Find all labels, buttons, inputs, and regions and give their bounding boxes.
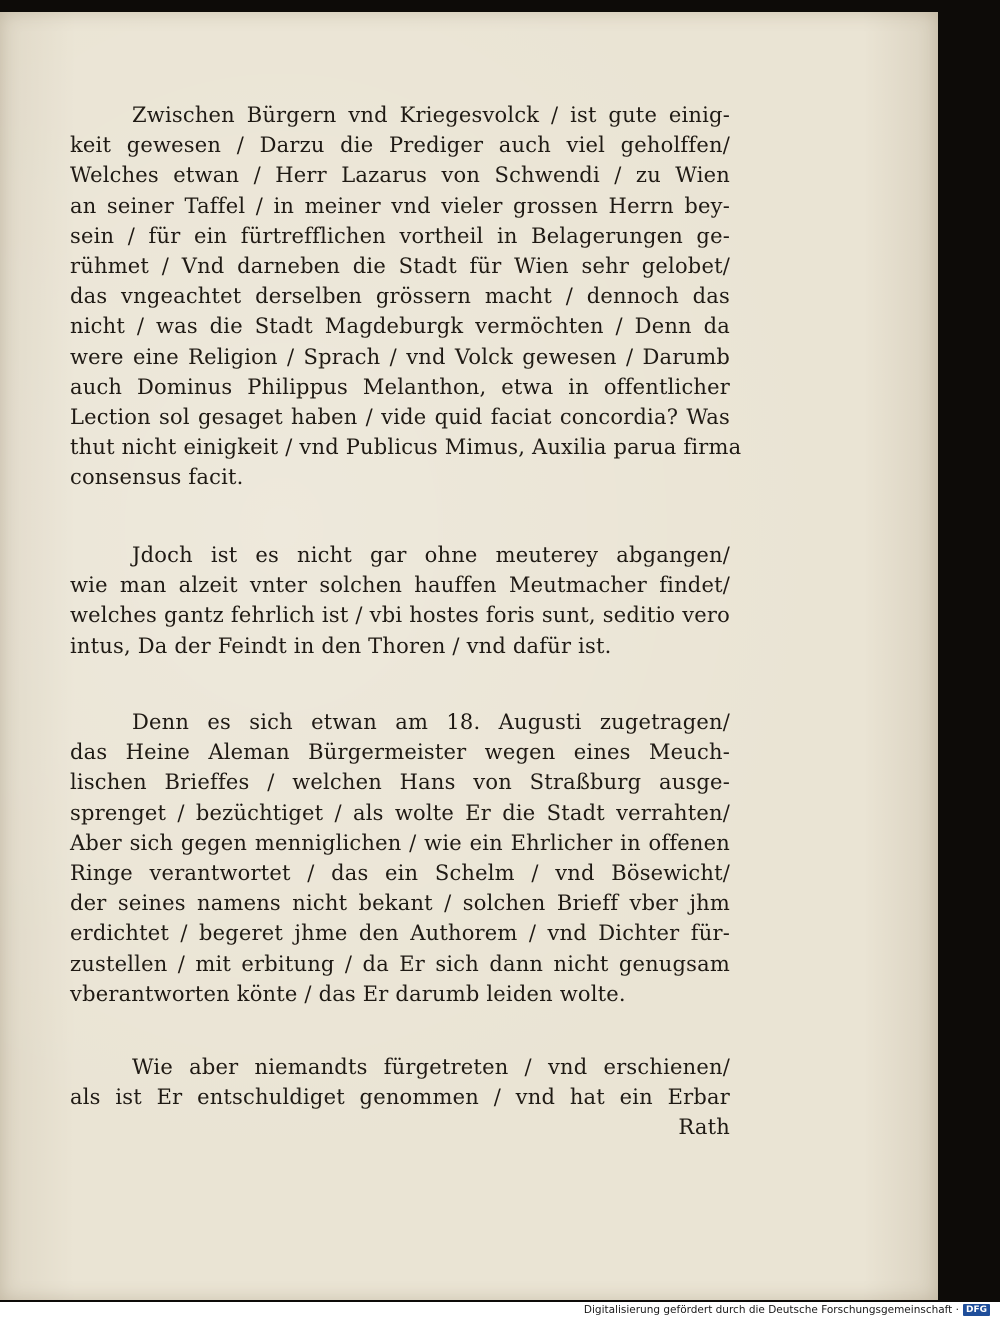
text-line: Wie aber niemandts fürgetreten / vnd erschienen/ — [132, 1055, 730, 1079]
text-line: welches gantz fehrlich ist / vbi hostes foris sunt, seditio vero — [70, 603, 730, 628]
text-line: das Heine Aleman Bürgermeister wegen eines Meuch- — [70, 740, 730, 765]
paragraph-1 — [70, 100, 742, 493]
text-line: keit gewesen / Darzu die Prediger auch viel geholffen/ — [70, 133, 730, 158]
text-line: vberantworten könte / das Er darumb leiden wolte. — [70, 981, 626, 1006]
catchword: Rath — [678, 1115, 730, 1140]
text-line: Lection sol gesaget haben / vide quid faciat concordia? Was — [70, 405, 730, 430]
digitization-credit — [584, 1303, 990, 1317]
text-line: nicht / was die Stadt Magdeburgk vermöchten / Denn da — [70, 314, 730, 339]
text-line: Aber sich gegen menniglichen / wie ein Ehrlicher in offenen — [70, 830, 730, 855]
text-line: zustellen / mit erbitung / da Er sich dann nicht genugsam — [70, 951, 730, 976]
paragraph-4 — [70, 1052, 730, 1143]
text-line: were eine Religion / Sprach / vnd Volck gewesen / Darumb — [70, 344, 730, 369]
text-line: an seiner Taffel / in meiner vnd vieler grossen Herrn bey- — [70, 193, 730, 218]
text-line: wie man alzeit vnter solchen hauffen Meutmacher findet/ — [70, 573, 730, 598]
text-line: sprenget / bezüchtiget / als wolte Er die Stadt verrahten/ — [70, 800, 730, 825]
paragraph-3 — [70, 707, 730, 1009]
paragraph-2 — [70, 540, 730, 661]
text-line: Denn es sich etwan am 18. Augusti zugetragen/ — [132, 710, 730, 734]
text-line: thut nicht einigkeit / vnd Publicus Mimus, Auxilia parua firma — [70, 435, 742, 460]
text-line: sein / für ein fürtrefflichen vortheil in Belagerungen ge- — [70, 223, 730, 248]
text-line: als ist Er entschuldiget genommen / vnd hat ein Erbar — [70, 1085, 730, 1110]
text-line: intus, Da der Feindt in den Thoren / vnd dafür ist. — [70, 633, 612, 658]
text-line: der seines namens nicht bekant / solchen Brieff vber jhm — [70, 891, 730, 916]
text-line: Zwischen Bürgern vnd Kriegesvolck / ist gute einig- — [132, 103, 730, 127]
text-line: consensus facit. — [70, 465, 244, 490]
text-line: Jdoch ist es nicht gar ohne meuterey abgangen/ — [132, 543, 730, 567]
text-line: Ringe verantwortet / das ein Schelm / vnd Bösewicht/ — [70, 861, 730, 886]
text-line: lischen Brieffes / welchen Hans von Straßburg ausge- — [70, 770, 730, 795]
text-line: Welches etwan / Herr Lazarus von Schwendi / zu Wien — [70, 163, 730, 188]
text-line: rühmet / Vnd darneben die Stadt für Wien sehr gelobet/ — [70, 254, 730, 279]
text-line: auch Dominus Philippus Melanthon, etwa in offentlicher — [70, 374, 730, 399]
text-line: erdichtet / begeret jhme den Authorem / vnd Dichter für- — [70, 921, 730, 946]
book-page — [0, 12, 938, 1300]
dfg-logo-icon: DFG — [963, 1304, 990, 1316]
credit-text: Digitalisierung gefördert durch die Deutsche Forschungsgemeinschaft · — [583, 1304, 959, 1316]
text-line: das vngeachtet derselben grössern macht / dennoch das — [70, 284, 730, 309]
